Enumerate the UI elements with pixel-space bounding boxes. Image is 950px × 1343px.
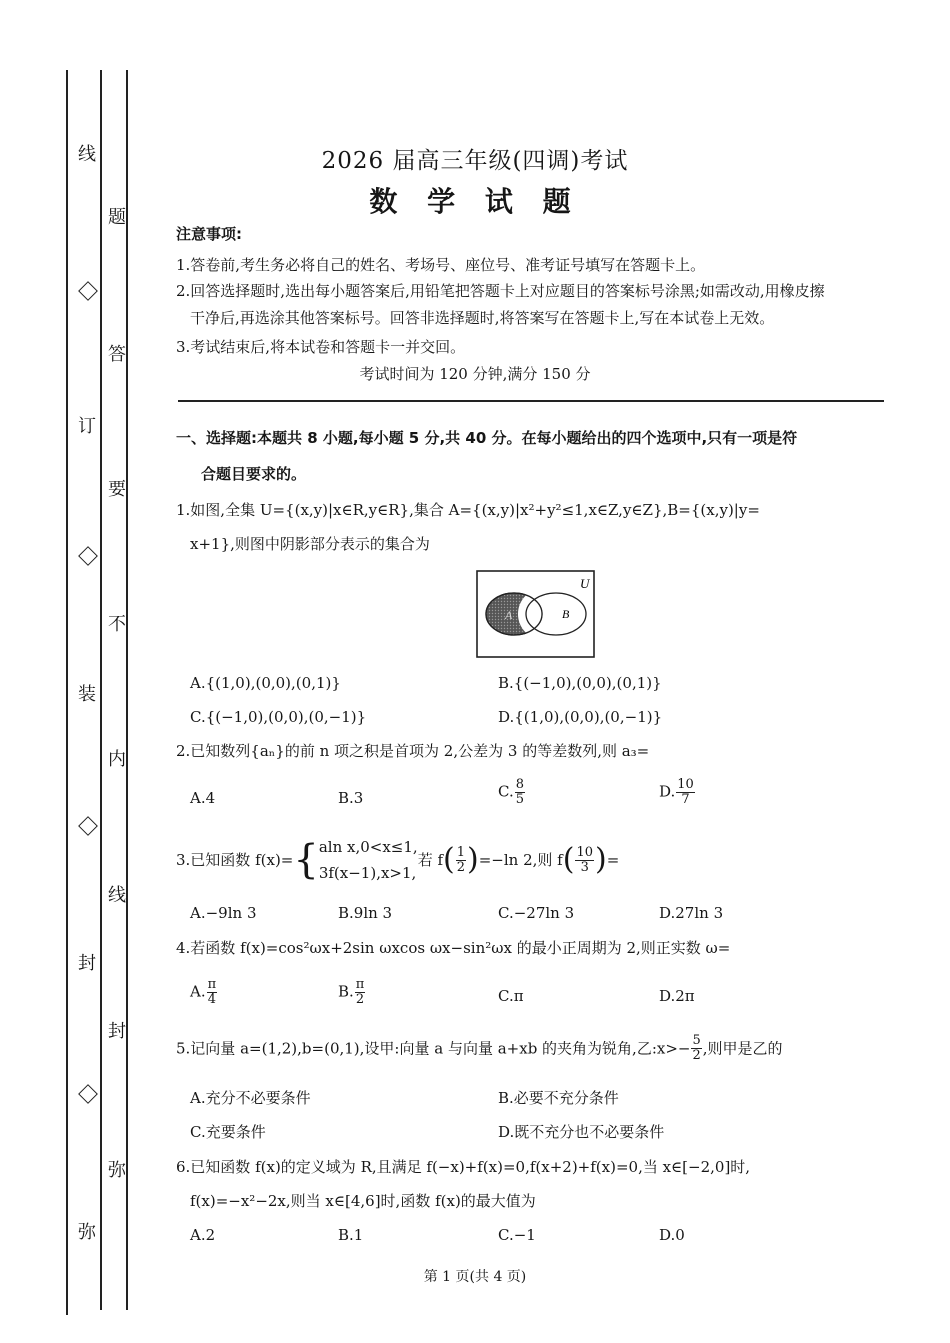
fraction: $\frac{10}{3}$: [576, 844, 593, 875]
notice-item-1: 1.答卷前,考生务必将自己的姓名、考场号、座位号、准考证号填写在答题卡上。: [176, 256, 706, 274]
margin-diamond-icon: [78, 816, 98, 836]
margin-char-yao: 要: [108, 479, 126, 500]
fraction: $\frac{8}{5}$: [515, 777, 524, 807]
notice-item-2: 2.回答选择题时,选出每小题答案后,用铅笔把答题卡上对应题目的答案标号涂黑;如需改动,用橡皮擦: [176, 282, 825, 300]
q6-stem: 6.已知函数 f(x)的定义域为 R,且满足 f(−x)+f(x)=0,f(x+2)+f(x)=0,当 x∈[−2,0]时,: [176, 1158, 751, 1176]
notice-heading: 注意事项:: [176, 225, 242, 243]
subject-title: 数 学 试 题: [369, 185, 581, 218]
margin-char-ti: 题: [108, 207, 126, 228]
q5-stem: 5.记向量 a=(1,2),b=(0,1),设甲:向量 a 与向量 a+xb 的夹角为锐角,乙:x>− $\frac{5}{2}$ ,则甲是乙的: [176, 1033, 783, 1063]
section-divider: [178, 400, 884, 402]
margin-char-da: 答: [108, 344, 126, 365]
fraction: $\frac{\pi}{2}$: [355, 977, 365, 1007]
q2-option-b: B.3: [338, 789, 364, 807]
q2-option-c: C. $\frac{8}{5}$: [498, 777, 524, 807]
notice-item-3: 3.考试结束后,将本试卷和答题卡一并交回。: [176, 338, 466, 356]
q5-option-a: A.充分不必要条件: [190, 1089, 311, 1107]
q3-option-a: A.−9ln 3: [190, 904, 257, 922]
venn-label-a: A: [505, 608, 513, 622]
margin-char-feng2: 封: [108, 1021, 126, 1042]
q6-option-d: D.0: [659, 1226, 685, 1244]
margin-char-nei: 内: [108, 749, 126, 770]
q4-stem: 4.若函数 f(x)=cos²ωx+2sin ωxcos ωx−sin²ωx 的最小正周期为 2,则正实数 ω=: [176, 939, 731, 957]
venn-label-b: B: [562, 607, 570, 621]
binding-line-inner: [100, 70, 102, 1310]
q1-option-c: C.{(−1,0),(0,0),(0,−1)}: [190, 708, 367, 726]
venn-label-u: U: [580, 576, 590, 591]
q3-option-c: C.−27ln 3: [498, 904, 575, 922]
exam-time-info: 考试时间为 120 分钟,满分 150 分: [359, 365, 591, 383]
q5-option-c: C.充要条件: [190, 1123, 266, 1141]
q1-option-d: D.{(1,0),(0,0),(0,−1)}: [498, 708, 663, 726]
binding-line-outer: [66, 70, 68, 1315]
q6-option-c: C.−1: [498, 1226, 536, 1244]
q1-option-a: A.{(1,0),(0,0),(0,1)}: [190, 674, 341, 692]
margin-char-xian: 线: [78, 144, 96, 165]
q3-option-d: D.27ln 3: [659, 904, 724, 922]
q1-stem: 1.如图,全集 U={(x,y)|x∈R,y∈R},集合 A={(x,y)|x²+y²≤1,x∈Z,y∈Z},B={(x,y)|y=: [176, 501, 760, 519]
q2-stem: 2.已知数列{aₙ}的前 n 项之积是首项为 2,公差为 3 的等差数列,则 a₃=: [176, 742, 650, 760]
binding-line-edge: [126, 70, 128, 1310]
q3-stem: 3.已知函数 f(x)={ aln x,0<x≤1, 3f(x−1),x>1, 若 f( $\frac{1}{2}$ )=−ln 2,则 f( $\frac{10}{3}$ )=: [176, 834, 619, 890]
fraction: $\frac{\pi}{4}$: [207, 977, 217, 1007]
q3-option-b: B.9ln 3: [338, 904, 393, 922]
margin-char-feng: 封: [78, 953, 96, 974]
margin-char-xian2: 线: [108, 885, 126, 906]
venn-diagram: [476, 570, 596, 660]
margin-diamond-icon: [78, 1084, 98, 1104]
q1-option-b: B.{(−1,0),(0,0),(0,1)}: [498, 674, 662, 692]
q5-option-d: D.既不充分也不必要条件: [498, 1123, 665, 1141]
q6-option-a: A.2: [190, 1226, 216, 1244]
q2-option-a: A.4: [190, 789, 216, 807]
q4-option-d: D.2π: [659, 987, 695, 1005]
margin-char-zhuang: 装: [78, 684, 96, 705]
piecewise-cases: aln x,0<x≤1, 3f(x−1),x>1,: [318, 838, 418, 882]
section1-heading-cont: 合题目要求的。: [201, 465, 307, 483]
q5-option-b: B.必要不充分条件: [498, 1089, 619, 1107]
margin-char-ding: 订: [78, 416, 96, 437]
q1-stem-cont: x+1},则图中阴影部分表示的集合为: [190, 535, 430, 553]
q4-option-b: B. $\frac{\pi}{2}$: [338, 977, 365, 1007]
notice-item-2-cont: 干净后,再选涂其他答案标号。回答非选择题时,将答案写在答题卡上,写在本试卷上无效。: [190, 309, 775, 327]
fraction: $\frac{10}{7}$: [677, 777, 694, 807]
margin-char-mi2: 弥: [108, 1160, 126, 1181]
q4-option-a: A. $\frac{\pi}{4}$: [190, 977, 217, 1007]
fraction: $\frac{1}{2}$: [456, 844, 466, 875]
page-number: 第 1 页(共 4 页): [423, 1269, 527, 1285]
margin-diamond-icon: [78, 546, 98, 566]
margin-char-bu: 不: [108, 614, 126, 635]
section1-heading: 一、选择题:本题共 8 小题,每小题 5 分,共 40 分。在每小题给出的四个选项中,只有一项是符: [176, 429, 798, 447]
q6-option-b: B.1: [338, 1226, 364, 1244]
margin-diamond-icon: [78, 281, 98, 301]
q2-option-d: D. $\frac{10}{7}$: [659, 777, 694, 807]
exam-title: 2026 届高三年级(四调)考试: [321, 148, 629, 174]
q4-option-c: C.π: [498, 987, 524, 1005]
margin-char-mi: 弥: [78, 1222, 96, 1243]
fraction: $\frac{5}{2}$: [692, 1033, 701, 1063]
q6-stem-cont: f(x)=−x²−2x,则当 x∈[4,6]时,函数 f(x)的最大值为: [190, 1192, 536, 1210]
